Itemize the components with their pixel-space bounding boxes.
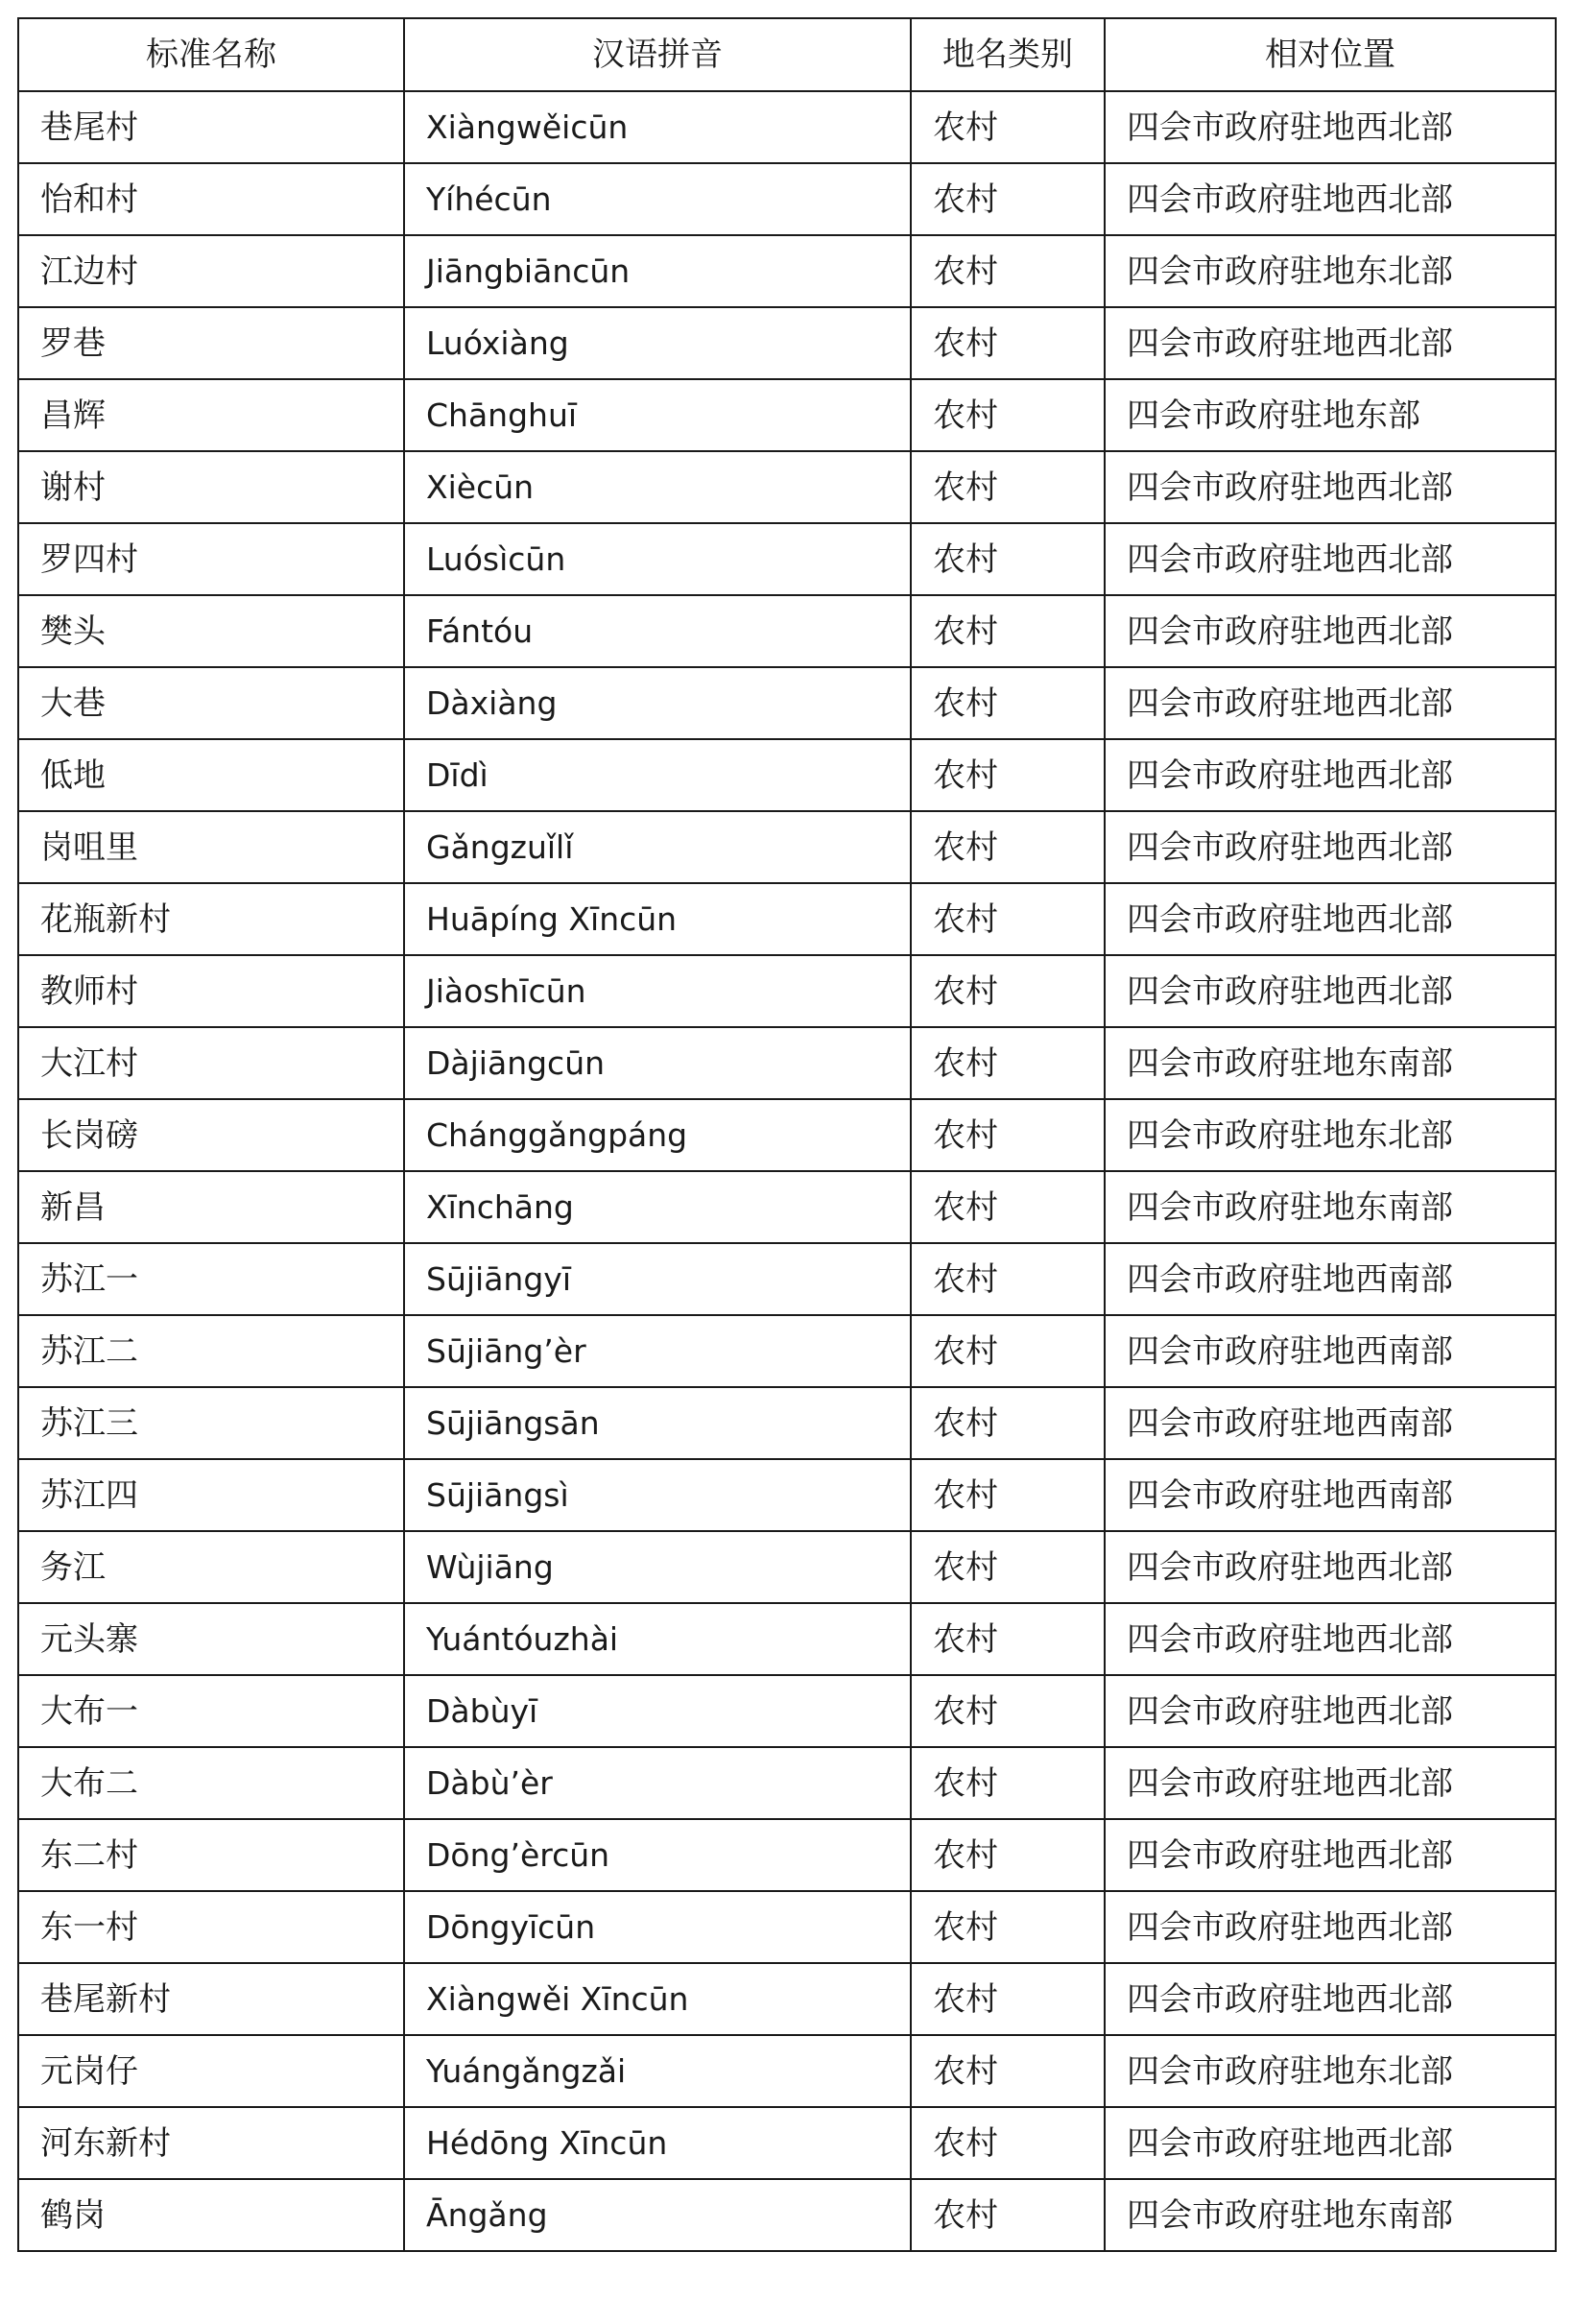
header-pinyin: 汉语拼音	[404, 18, 911, 91]
cell-pinyin: Luósìcūn	[404, 523, 911, 595]
cell-pinyin: Fántóu	[404, 595, 911, 667]
cell-standard-name: 谢村	[18, 451, 404, 523]
cell-relative-location: 四会市政府驻地西北部	[1105, 811, 1556, 883]
cell-relative-location: 四会市政府驻地西北部	[1105, 739, 1556, 811]
table-row	[18, 811, 1556, 883]
cell-place-type: 农村	[911, 595, 1105, 667]
cell-pinyin: Dīdì	[404, 739, 911, 811]
cell-place-type: 农村	[911, 1099, 1105, 1171]
cell-place-type: 农村	[911, 163, 1105, 235]
cell-relative-location: 四会市政府驻地东北部	[1105, 2035, 1556, 2107]
table-row	[18, 739, 1556, 811]
cell-standard-name: 东二村	[18, 1819, 404, 1891]
cell-pinyin: Jiāngbiāncūn	[404, 235, 911, 307]
cell-place-type: 农村	[911, 1675, 1105, 1747]
cell-standard-name: 苏江二	[18, 1315, 404, 1387]
table-row	[18, 91, 1556, 163]
table-row	[18, 883, 1556, 955]
table-row	[18, 163, 1556, 235]
table-row	[18, 1963, 1556, 2035]
cell-place-type: 农村	[911, 811, 1105, 883]
cell-relative-location: 四会市政府驻地西北部	[1105, 667, 1556, 739]
cell-pinyin: Sūjiāngyī	[404, 1243, 911, 1315]
cell-pinyin: Xiàngwěicūn	[404, 91, 911, 163]
cell-standard-name: 怡和村	[18, 163, 404, 235]
table-row	[18, 667, 1556, 739]
cell-relative-location: 四会市政府驻地西北部	[1105, 163, 1556, 235]
cell-place-type: 农村	[911, 2107, 1105, 2179]
cell-pinyin: Sūjiāngsì	[404, 1459, 911, 1531]
cell-place-type: 农村	[911, 451, 1105, 523]
table-row	[18, 1531, 1556, 1603]
cell-relative-location: 四会市政府驻地东部	[1105, 379, 1556, 451]
cell-pinyin: Sūjiāngsān	[404, 1387, 911, 1459]
cell-pinyin: Luóxiàng	[404, 307, 911, 379]
cell-relative-location: 四会市政府驻地西北部	[1105, 1819, 1556, 1891]
cell-standard-name: 苏江一	[18, 1243, 404, 1315]
table-header-row	[18, 18, 1556, 91]
cell-pinyin: Hédōng Xīncūn	[404, 2107, 911, 2179]
cell-standard-name: 苏江三	[18, 1387, 404, 1459]
cell-pinyin: Dōng’èrcūn	[404, 1819, 911, 1891]
cell-standard-name: 巷尾新村	[18, 1963, 404, 2035]
cell-standard-name: 大江村	[18, 1027, 404, 1099]
cell-standard-name: 长岗磅	[18, 1099, 404, 1171]
cell-place-type: 农村	[911, 379, 1105, 451]
cell-standard-name: 低地	[18, 739, 404, 811]
table-body	[18, 91, 1556, 2251]
table-row	[18, 451, 1556, 523]
cell-pinyin: Āngǎng	[404, 2179, 911, 2251]
header-standard-name: 标准名称	[18, 18, 404, 91]
cell-pinyin: Yuángǎngzǎi	[404, 2035, 911, 2107]
cell-place-type: 农村	[911, 1963, 1105, 2035]
cell-pinyin: Xiècūn	[404, 451, 911, 523]
cell-place-type: 农村	[911, 1531, 1105, 1603]
cell-place-type: 农村	[911, 1387, 1105, 1459]
cell-place-type: 农村	[911, 1243, 1105, 1315]
cell-pinyin: Chānghuī	[404, 379, 911, 451]
cell-standard-name: 大布一	[18, 1675, 404, 1747]
cell-standard-name: 昌辉	[18, 379, 404, 451]
cell-place-type: 农村	[911, 91, 1105, 163]
cell-relative-location: 四会市政府驻地西北部	[1105, 1531, 1556, 1603]
cell-pinyin: Yuántóuzhài	[404, 1603, 911, 1675]
cell-standard-name: 苏江四	[18, 1459, 404, 1531]
table-row	[18, 1315, 1556, 1387]
cell-pinyin: Huāpíng Xīncūn	[404, 883, 911, 955]
cell-standard-name: 新昌	[18, 1171, 404, 1243]
cell-pinyin: Yíhécūn	[404, 163, 911, 235]
cell-relative-location: 四会市政府驻地东南部	[1105, 1171, 1556, 1243]
cell-place-type: 农村	[911, 2035, 1105, 2107]
table-row	[18, 1747, 1556, 1819]
cell-standard-name: 巷尾村	[18, 91, 404, 163]
cell-standard-name: 大布二	[18, 1747, 404, 1819]
cell-standard-name: 元岗仔	[18, 2035, 404, 2107]
cell-pinyin: Xīnchāng	[404, 1171, 911, 1243]
table-row	[18, 955, 1556, 1027]
cell-pinyin: Dàjiāngcūn	[404, 1027, 911, 1099]
table-row	[18, 2179, 1556, 2251]
cell-pinyin: Dàxiàng	[404, 667, 911, 739]
cell-relative-location: 四会市政府驻地西北部	[1105, 595, 1556, 667]
table-row	[18, 523, 1556, 595]
cell-pinyin: Wùjiāng	[404, 1531, 911, 1603]
table-row	[18, 235, 1556, 307]
cell-relative-location: 四会市政府驻地西北部	[1105, 955, 1556, 1027]
cell-place-type: 农村	[911, 1891, 1105, 1963]
cell-pinyin: Dōngyīcūn	[404, 1891, 911, 1963]
cell-pinyin: Sūjiāng’èr	[404, 1315, 911, 1387]
cell-standard-name: 花瓶新村	[18, 883, 404, 955]
header-relative-location: 相对位置	[1105, 18, 1556, 91]
cell-pinyin: Jiàoshīcūn	[404, 955, 911, 1027]
cell-relative-location: 四会市政府驻地东北部	[1105, 235, 1556, 307]
cell-relative-location: 四会市政府驻地西北部	[1105, 1747, 1556, 1819]
cell-relative-location: 四会市政府驻地东南部	[1105, 1027, 1556, 1099]
cell-pinyin: Xiàngwěi Xīncūn	[404, 1963, 911, 2035]
table-row	[18, 595, 1556, 667]
table-row	[18, 1243, 1556, 1315]
cell-standard-name: 江边村	[18, 235, 404, 307]
table-row	[18, 2107, 1556, 2179]
cell-place-type: 农村	[911, 1171, 1105, 1243]
cell-place-type: 农村	[911, 2179, 1105, 2251]
cell-standard-name: 大巷	[18, 667, 404, 739]
cell-standard-name: 罗巷	[18, 307, 404, 379]
cell-standard-name: 鹤岗	[18, 2179, 404, 2251]
cell-standard-name: 樊头	[18, 595, 404, 667]
cell-relative-location: 四会市政府驻地西北部	[1105, 1963, 1556, 2035]
cell-relative-location: 四会市政府驻地西南部	[1105, 1243, 1556, 1315]
cell-standard-name: 东一村	[18, 1891, 404, 1963]
cell-relative-location: 四会市政府驻地西北部	[1105, 1603, 1556, 1675]
table-row	[18, 307, 1556, 379]
cell-place-type: 农村	[911, 1459, 1105, 1531]
cell-pinyin: Dàbù’èr	[404, 1747, 911, 1819]
place-name-table-container	[17, 17, 1555, 2252]
cell-pinyin: Dàbùyī	[404, 1675, 911, 1747]
cell-place-type: 农村	[911, 235, 1105, 307]
table-row	[18, 1459, 1556, 1531]
cell-standard-name: 务江	[18, 1531, 404, 1603]
cell-standard-name: 元头寨	[18, 1603, 404, 1675]
table-row	[18, 1603, 1556, 1675]
cell-standard-name: 罗四村	[18, 523, 404, 595]
cell-place-type: 农村	[911, 667, 1105, 739]
cell-place-type: 农村	[911, 739, 1105, 811]
cell-relative-location: 四会市政府驻地西北部	[1105, 523, 1556, 595]
table-row	[18, 1819, 1556, 1891]
cell-pinyin: Chánggǎngpáng	[404, 1099, 911, 1171]
cell-pinyin: Gǎngzuǐlǐ	[404, 811, 911, 883]
cell-relative-location: 四会市政府驻地西北部	[1105, 1675, 1556, 1747]
cell-relative-location: 四会市政府驻地西南部	[1105, 1459, 1556, 1531]
cell-place-type: 农村	[911, 523, 1105, 595]
table-row	[18, 1387, 1556, 1459]
cell-relative-location: 四会市政府驻地东北部	[1105, 1099, 1556, 1171]
cell-relative-location: 四会市政府驻地东南部	[1105, 2179, 1556, 2251]
table-row	[18, 379, 1556, 451]
cell-place-type: 农村	[911, 1315, 1105, 1387]
cell-place-type: 农村	[911, 307, 1105, 379]
cell-relative-location: 四会市政府驻地西北部	[1105, 307, 1556, 379]
cell-relative-location: 四会市政府驻地西北部	[1105, 91, 1556, 163]
cell-relative-location: 四会市政府驻地西南部	[1105, 1315, 1556, 1387]
cell-place-type: 农村	[911, 1819, 1105, 1891]
table-row	[18, 1099, 1556, 1171]
table-row	[18, 1171, 1556, 1243]
table-row	[18, 1027, 1556, 1099]
cell-place-type: 农村	[911, 1027, 1105, 1099]
cell-relative-location: 四会市政府驻地西北部	[1105, 2107, 1556, 2179]
place-name-table	[17, 17, 1557, 2252]
header-place-type: 地名类别	[911, 18, 1105, 91]
cell-standard-name: 河东新村	[18, 2107, 404, 2179]
table-row	[18, 1891, 1556, 1963]
cell-place-type: 农村	[911, 1603, 1105, 1675]
cell-place-type: 农村	[911, 1747, 1105, 1819]
cell-standard-name: 教师村	[18, 955, 404, 1027]
cell-relative-location: 四会市政府驻地西北部	[1105, 883, 1556, 955]
cell-relative-location: 四会市政府驻地西北部	[1105, 1891, 1556, 1963]
cell-place-type: 农村	[911, 955, 1105, 1027]
cell-relative-location: 四会市政府驻地西北部	[1105, 451, 1556, 523]
cell-place-type: 农村	[911, 883, 1105, 955]
table-row	[18, 2035, 1556, 2107]
cell-relative-location: 四会市政府驻地西南部	[1105, 1387, 1556, 1459]
cell-standard-name: 岗咀里	[18, 811, 404, 883]
table-row	[18, 1675, 1556, 1747]
